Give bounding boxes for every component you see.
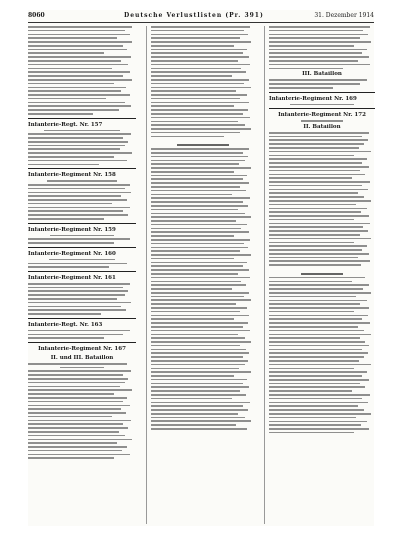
section-heading: Infanterie-Regiment Nr. 167 (38, 345, 126, 352)
text-column-3 (264, 26, 375, 524)
section-subheading: II. Bataillon (303, 123, 341, 130)
section-heading: Infanterie-Regiment Nr. 169 (269, 95, 357, 102)
section-heading: Infanterie-Regt. Nr. 157 (28, 121, 103, 128)
text-column-1 (28, 26, 136, 524)
page-header (28, 10, 374, 23)
section-heading: Infanterie-Regt. Nr. 163 (28, 321, 103, 328)
newspaper-page (28, 10, 374, 526)
publication-title: Deutsche Verlustlisten (Pr. 391) (124, 12, 264, 19)
section-heading: Infanterie-Regiment Nr. 158 (28, 172, 116, 179)
text-column-2 (146, 26, 255, 524)
section-heading: Infanterie-Regiment Nr. 161 (28, 274, 116, 281)
section-heading: Infanterie-Regiment Nr. 172 (278, 112, 366, 119)
issue-date: 31. Dezember 1914 (314, 12, 374, 19)
section-heading: Infanterie-Regiment Nr. 160 (28, 250, 116, 257)
section-heading: Infanterie-Regiment Nr. 159 (28, 226, 116, 233)
page-number: 8060 (28, 12, 45, 19)
section-subheading: II. und III. Bataillon (50, 354, 114, 361)
section-subheading: III. Bataillon (302, 71, 342, 78)
